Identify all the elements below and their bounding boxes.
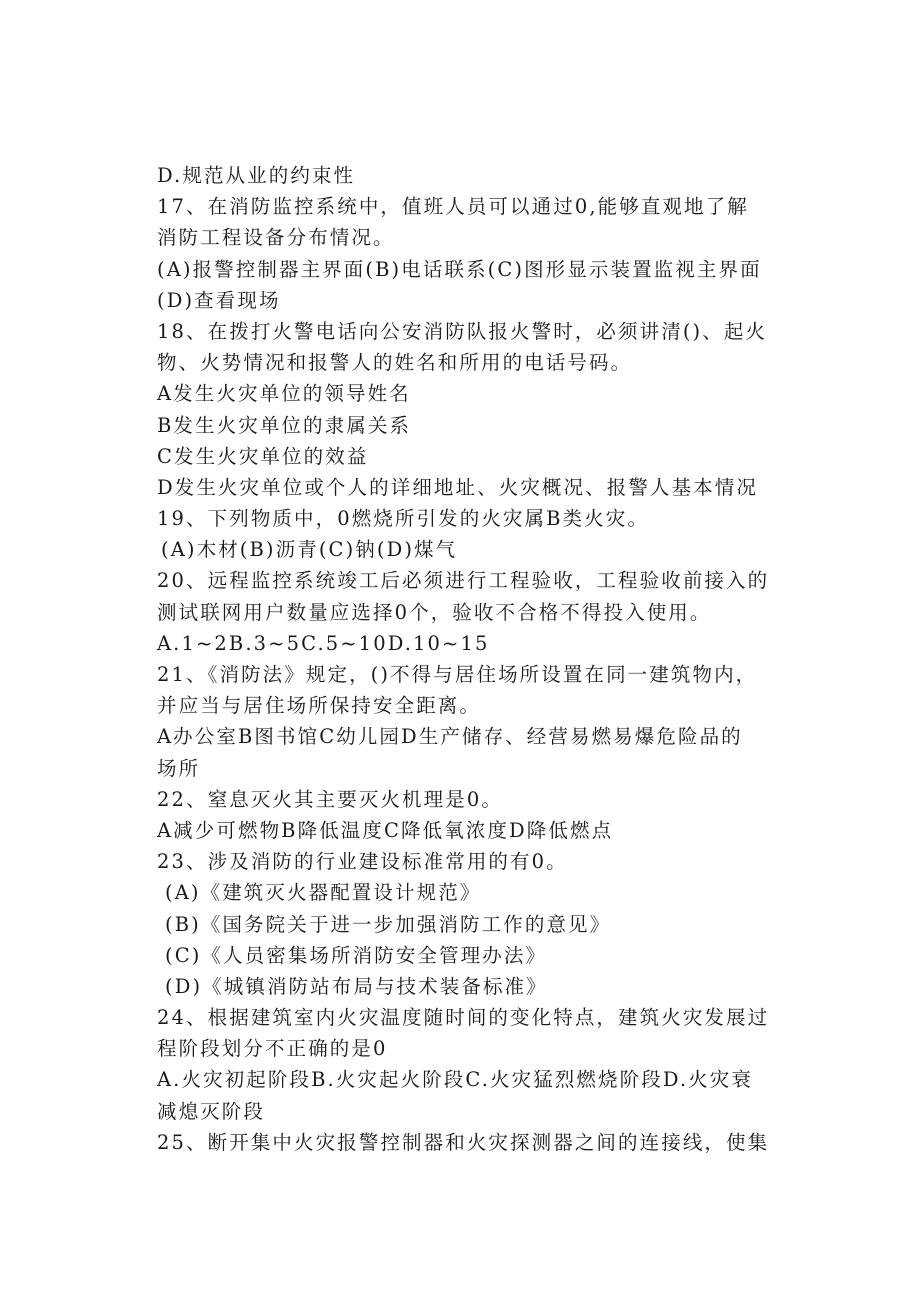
question-21-line-2: 并应当与居住场所保持安全距离。 <box>157 694 482 718</box>
question-24-options-1: A.火灾初起阶段B.火灾起火阶段C.火灾猛烈燃烧阶段D.火灾衰 <box>157 1068 753 1092</box>
question-18-line-1: 18、在拨打火警电话向公安消防队报火警时，必须讲清()、起火 <box>157 319 768 343</box>
question-21-line-1: 21、《消防法》规定，()不得与居住场所设置在同一建筑物内， <box>157 663 758 686</box>
question-21-options-2: 场所 <box>157 756 201 780</box>
question-20-options: A.1~2B.3~5C.5~10D.10~15 <box>157 631 490 655</box>
text-line: D.规范从业的约束性 <box>157 164 356 187</box>
question-17-options-1: (A)报警控制器主界面(B)电话联系(C)图形显示装置监视主界面 <box>157 257 762 281</box>
question-23-option-c: (C)《人员密集场所消防安全管理办法》 <box>165 943 548 967</box>
question-22-options: A减少可燃物B降低温度C降低氧浓度D降低燃点 <box>157 818 614 842</box>
question-18-option-b: B发生火灾单位的隶属关系 <box>157 413 412 437</box>
question-23-option-d: (D)《城镇消防站布局与技术装备标准》 <box>165 974 548 998</box>
question-25-line-1: 25、断开集中火灾报警控制器和火灾探测器之间的连接线，使集 <box>157 1130 770 1154</box>
question-19-line-1: 19、下列物质中，0燃烧所引发的火灾属B类火灾。 <box>157 507 649 531</box>
question-24-line-2: 程阶段划分不正确的是0 <box>157 1037 388 1061</box>
question-24-line-1: 24、根据建筑室内火灾温度随时间的变化特点，建筑火灾发展过 <box>157 1006 770 1030</box>
document-body <box>157 160 770 1158</box>
question-23-option-a: (A)《建筑灭火器配置设计规范》 <box>165 881 482 905</box>
question-20-line-1: 20、远程监控系统竣工后必须进行工程验收，工程验收前接入的 <box>157 569 770 593</box>
question-18-option-d: D发生火灾单位或个人的详细地址、火灾概况、报警人基本情况 <box>157 475 758 499</box>
question-18-line-2: 物、火势情况和报警人的姓名和所用的电话号码。 <box>157 351 633 375</box>
question-17-line-1: 17、在消防监控系统中，值班人员可以通过0,能够直观地了解 <box>157 195 749 219</box>
question-17-options-2: (D)查看现场 <box>157 288 281 312</box>
question-18-option-a: A发生火灾单位的领导姓名 <box>157 382 411 406</box>
question-23-option-b: (B)《国务院关于进一步加强消防工作的意见》 <box>165 912 612 936</box>
question-17-line-2: 消防工程设备分布情况。 <box>157 226 395 250</box>
question-22-line-1: 22、窒息灭火其主要灭火机理是0。 <box>157 787 503 811</box>
question-20-line-2: 测试联网用户数量应选择0个，验收不合格不得投入使用。 <box>157 600 712 624</box>
question-18-option-c: C发生火灾单位的效益 <box>157 444 369 468</box>
question-23-line-1: 23、涉及消防的行业建设标准常用的有0。 <box>157 850 568 874</box>
question-21-options-1: A办公室B图书馆C幼儿园D生产储存、经营易燃易爆危险品的 <box>157 725 743 749</box>
question-24-options-2: 减熄灭阶段 <box>157 1099 266 1123</box>
question-19-options: (A)木材(B)沥青(C)钠(D)煤气 <box>161 538 458 562</box>
